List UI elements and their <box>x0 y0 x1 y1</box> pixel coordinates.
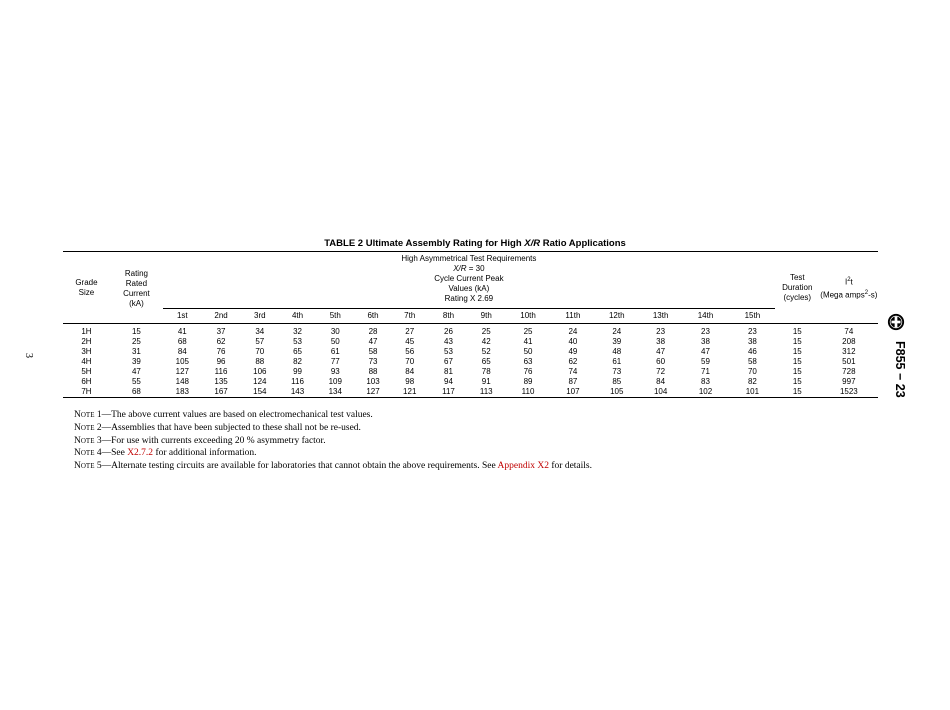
table-cell: 68 <box>110 387 163 398</box>
table-cell: 88 <box>368 367 378 376</box>
table-cell: 93 <box>330 367 340 376</box>
table-cell: 41 <box>523 337 533 346</box>
table-row <box>63 357 878 367</box>
table-cell: 728 <box>842 367 856 376</box>
table-cell: 84 <box>177 347 187 356</box>
table-cell: 70 <box>405 357 415 366</box>
table-cell: 127 <box>175 367 189 376</box>
test-duration-header: Test Duration (cycles) <box>775 252 820 324</box>
table-cell: 501 <box>842 357 856 366</box>
cycle-header: 7th <box>391 309 428 324</box>
table-cell: 47 <box>656 347 666 356</box>
table-cell: 107 <box>553 387 594 398</box>
table-cell: 55 <box>131 377 141 386</box>
table-cell: 48 <box>612 347 622 356</box>
cycle-header: 12th <box>593 309 640 324</box>
table-cell: 38 <box>656 337 666 346</box>
rating-table <box>63 251 878 398</box>
table-cell: 77 <box>330 357 340 366</box>
table-cell: 15 <box>775 387 820 398</box>
note: Note 2—Assemblies that have been subjected to these shall not be re-used. <box>74 422 361 433</box>
table-cell: 127 <box>355 387 392 398</box>
table-cell: 73 <box>612 367 622 376</box>
table-cell: 43 <box>444 337 453 346</box>
table-row <box>63 337 878 347</box>
table-cell: 31 <box>131 347 141 356</box>
table-cell: 83 <box>701 377 710 386</box>
standard-designation <box>878 313 914 413</box>
cycle-header: 13th <box>640 309 681 324</box>
table-cell: 98 <box>405 377 415 386</box>
note: Note 5—Alternate testing circuits are available for laboratories that cannot obtain the above requirements. See Appendix X2 for details. <box>74 461 593 472</box>
table-cell: 47 <box>701 347 710 356</box>
note: Note 4—See X2.7.2 for additional information. <box>74 448 257 459</box>
table-cell: 109 <box>328 377 342 386</box>
table-body <box>63 324 878 398</box>
appendix-link[interactable]: Appendix X2 <box>497 461 549 472</box>
table-cell: 24 <box>612 327 622 336</box>
table-cell: 26 <box>444 327 453 336</box>
asymmetrical-header: High Asymmetrical Test Requirements X/R = 30 Cycle Current Peak Values (kA) Rating X 2.69 <box>163 252 775 309</box>
table-cell: 39 <box>131 357 141 366</box>
table-cell: 96 <box>216 357 226 366</box>
rated-current-header: Rating Rated Current (kA) <box>110 252 163 309</box>
table-cell: 39 <box>612 337 622 346</box>
table-cell: 65 <box>481 357 491 366</box>
cycle-header: 5th <box>316 309 355 324</box>
table-cell: 78 <box>481 367 491 376</box>
table-cell: 53 <box>444 347 453 356</box>
table-cell: 84 <box>405 367 415 376</box>
table-cell: 67 <box>444 357 453 366</box>
table-cell: 34 <box>255 327 265 336</box>
notes-section <box>74 409 592 473</box>
table-cell: 25 <box>131 337 141 346</box>
table-cell: 72 <box>656 367 666 376</box>
cycle-header: 15th <box>730 309 775 324</box>
table-cell: 30 <box>330 327 340 336</box>
table-cell: 81 <box>444 367 453 376</box>
table-cell: 91 <box>481 377 491 386</box>
table-cell: 73 <box>368 357 378 366</box>
table-row <box>63 377 878 387</box>
cycle-header: 1st <box>163 309 202 324</box>
page-number: 3 <box>23 353 34 358</box>
table-cell: 15 <box>792 367 802 376</box>
table-cell: 148 <box>175 377 189 386</box>
table-cell: 25 <box>481 327 491 336</box>
section-link[interactable]: X2.7.2 <box>127 448 154 459</box>
table-cell: 52 <box>481 347 491 356</box>
table-cell: 135 <box>214 377 228 386</box>
table-cell: 37 <box>216 327 226 336</box>
table-cell: 58 <box>747 357 757 366</box>
table-cell: 15 <box>792 327 802 336</box>
table-cell: 50 <box>330 337 340 346</box>
table-cell: 7H <box>63 387 110 398</box>
table-cell: 167 <box>202 387 241 398</box>
table-cell: 101 <box>730 387 775 398</box>
table-cell: 70 <box>255 347 265 356</box>
table-cell: 82 <box>293 357 302 366</box>
cycle-header: 8th <box>428 309 469 324</box>
table-cell: 74 <box>568 367 578 376</box>
table-cell: 15 <box>131 327 141 336</box>
astm-logo-icon <box>887 313 905 331</box>
table-cell: 183 <box>163 387 202 398</box>
table-cell: 63 <box>523 357 533 366</box>
table-cell: 68 <box>177 337 187 346</box>
table-cell: 134 <box>316 387 355 398</box>
table-cell: 25 <box>523 327 533 336</box>
table-cell: 53 <box>293 337 302 346</box>
table-cell: 15 <box>792 377 802 386</box>
table-cell: 41 <box>177 327 187 336</box>
cycle-header: 9th <box>469 309 504 324</box>
table-row <box>63 387 878 398</box>
table-cell: 24 <box>568 327 578 336</box>
table-cell: 3H <box>81 347 92 356</box>
table-cell: 85 <box>612 377 622 386</box>
table-cell: 2H <box>81 337 92 346</box>
table-cell: 116 <box>291 377 304 386</box>
cycle-header: 6th <box>355 309 392 324</box>
table-cell: 59 <box>701 357 710 366</box>
header-spacer <box>110 309 163 324</box>
table-cell: 23 <box>747 327 757 336</box>
cycle-header: 11th <box>553 309 594 324</box>
table-cell: 49 <box>568 347 578 356</box>
table-cell: 6H <box>81 377 92 386</box>
header-row <box>63 252 878 309</box>
grade-size-header: Grade Size <box>63 252 110 324</box>
table-cell: 5H <box>81 367 92 376</box>
table-cell: 110 <box>504 387 553 398</box>
table-cell: 23 <box>701 327 710 336</box>
table-row <box>63 367 878 377</box>
table-row <box>63 347 878 357</box>
table-cell: 61 <box>330 347 340 356</box>
table-cell: 58 <box>368 347 378 356</box>
note: Note 3—For use with currents exceeding 20 % asymmetry factor. <box>74 435 326 446</box>
table-cell: 15 <box>792 347 802 356</box>
table-cell: 87 <box>568 377 578 386</box>
table-cell: 74 <box>844 327 854 336</box>
table-cell: 60 <box>656 357 666 366</box>
table-cell: 84 <box>656 377 666 386</box>
table-cell: 15 <box>792 357 802 366</box>
table-cell: 105 <box>593 387 640 398</box>
table-cell: 23 <box>656 327 666 336</box>
cycle-header: 3rd <box>240 309 279 324</box>
table-row <box>63 324 878 338</box>
table-cell: 45 <box>405 337 415 346</box>
table-cell: 208 <box>842 337 856 346</box>
table-cell: 154 <box>240 387 279 398</box>
table-cell: 121 <box>391 387 428 398</box>
table-cell: 4H <box>81 357 92 366</box>
table-cell: 104 <box>640 387 681 398</box>
table-cell: 65 <box>293 347 302 356</box>
table-cell: 38 <box>747 337 757 346</box>
table-cell: 38 <box>701 337 710 346</box>
table-cell: 76 <box>216 347 226 356</box>
table-cell: 82 <box>747 377 757 386</box>
cycle-header-row <box>63 309 878 324</box>
table-cell: 1H <box>81 327 92 336</box>
table-title: TABLE 2 Ultimate Assembly Rating for High X/R Ratio Applications <box>324 238 626 249</box>
table-cell: 1523 <box>820 387 878 398</box>
table-cell: 47 <box>131 367 141 376</box>
table-cell: 76 <box>523 367 533 376</box>
table-cell: 312 <box>842 347 856 356</box>
table-cell: 116 <box>214 367 228 376</box>
table-cell: 89 <box>523 377 533 386</box>
table-cell: 62 <box>568 357 578 366</box>
table-cell: 47 <box>368 337 378 346</box>
table-cell: 105 <box>175 357 189 366</box>
cycle-header: 2nd <box>202 309 241 324</box>
table-cell: 143 <box>279 387 316 398</box>
table-cell: 40 <box>568 337 578 346</box>
table-cell: 42 <box>481 337 491 346</box>
table-cell: 113 <box>469 387 504 398</box>
table-cell: 88 <box>255 357 265 366</box>
designation-label: F855 − 23 <box>893 341 907 398</box>
table-cell: 94 <box>444 377 453 386</box>
table-cell: 997 <box>842 377 856 386</box>
table-cell: 71 <box>701 367 710 376</box>
table-cell: 15 <box>792 337 802 346</box>
cycle-header: 4th <box>279 309 316 324</box>
i2t-header: $I^2t$ (Mega amps$^2$-s) <box>820 252 878 324</box>
table-cell: 117 <box>428 387 469 398</box>
table-cell: 57 <box>255 337 265 346</box>
table-cell: 28 <box>368 327 378 336</box>
table-cell: 32 <box>293 327 302 336</box>
table-cell: 56 <box>405 347 415 356</box>
cycle-header: 14th <box>681 309 730 324</box>
table-cell: 50 <box>523 347 533 356</box>
table-cell: 61 <box>612 357 622 366</box>
table-cell: 70 <box>747 367 757 376</box>
cycle-header: 10th <box>504 309 553 324</box>
table-cell: 27 <box>405 327 415 336</box>
table-cell: 46 <box>747 347 757 356</box>
table-cell: 124 <box>253 377 267 386</box>
table-cell: 106 <box>253 367 267 376</box>
table-cell: 103 <box>366 377 380 386</box>
table-cell: 99 <box>293 367 302 376</box>
note: Note 1—The above current values are based on electromechanical test values. <box>74 410 373 420</box>
table-cell: 62 <box>216 337 226 346</box>
table-cell: 102 <box>681 387 730 398</box>
